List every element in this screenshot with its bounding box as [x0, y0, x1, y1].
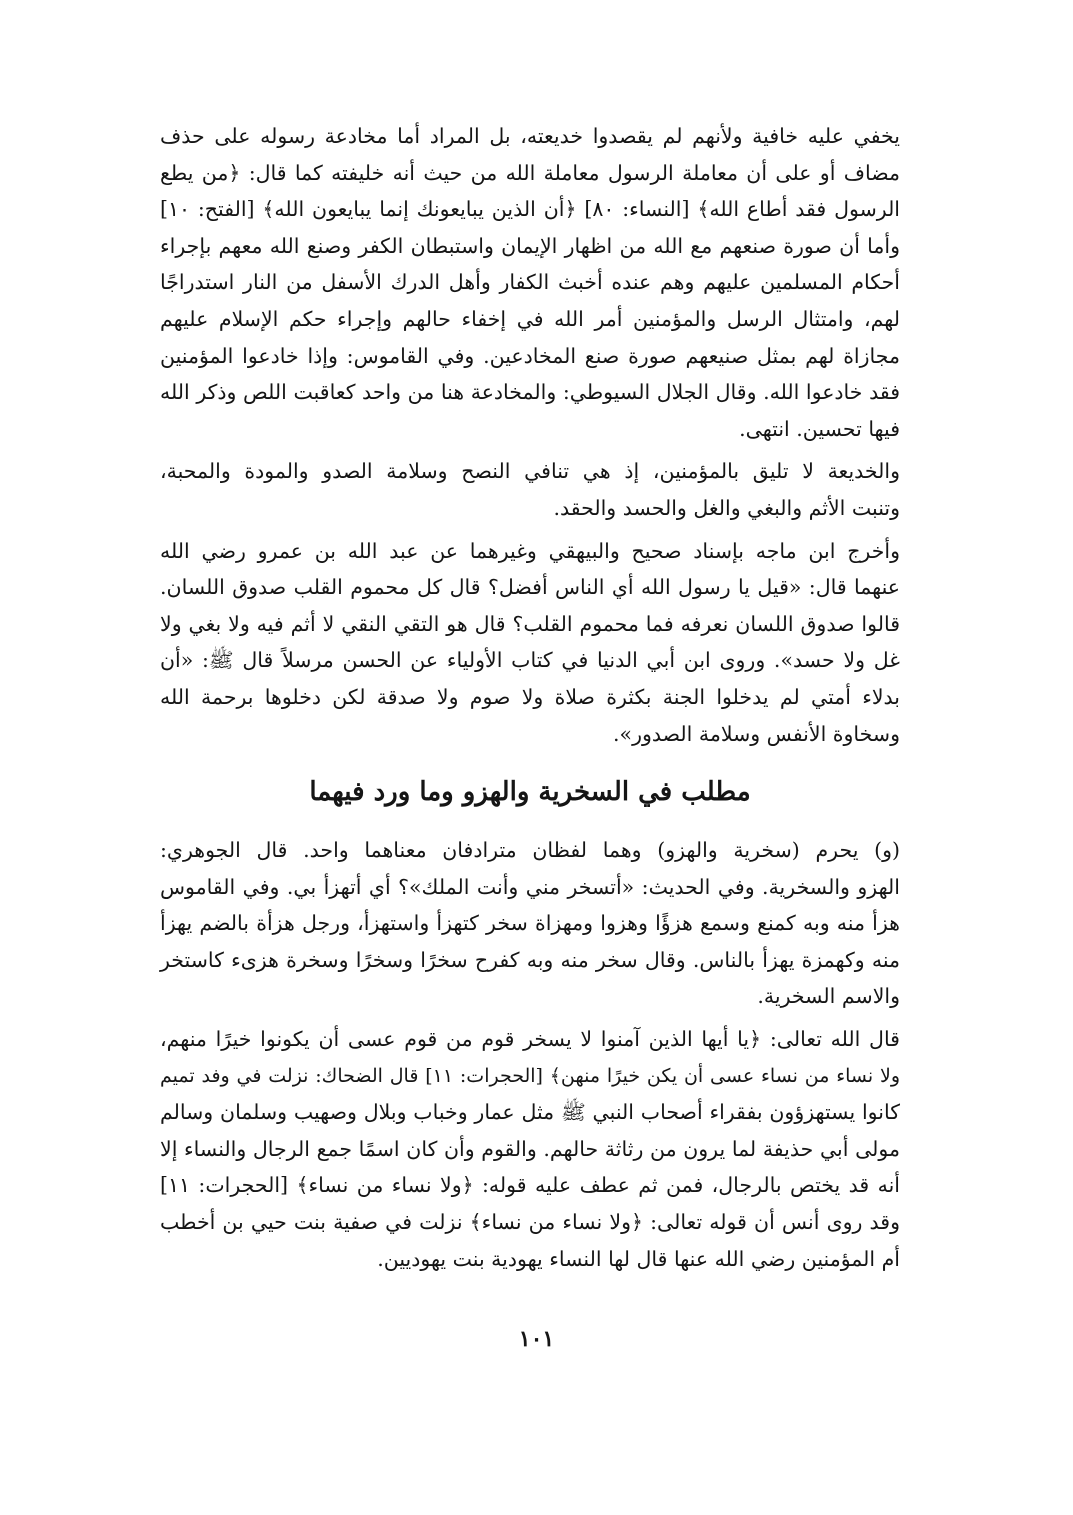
- text-line: قالوا صدوق اللسان نعرفه فما محموم القلب؟ قال هو التقي النقي لا أثم فيه ولا بغي ولا: [160, 611, 900, 636]
- text-line: لهم، وامتثال الرسل والمؤمنين أمر الله في إخفاء حالهم وإجراء حكم الإسلام عليهم: [160, 306, 900, 331]
- paragraph-1: [160, 118, 900, 447]
- text-line: وأما أن صورة صنعهم مع الله من اظهار الإيمان واستبطان الكفر وصنع الله معهم بإجراء: [160, 233, 900, 258]
- paragraph-5: [160, 1021, 900, 1277]
- text-line: هزأ منه وبه كمنع وسمع هزؤًا وهزوا ومهزاة سخر كتهزأ واستهزأ، ورجل هزأة بالضم يهزأ: [160, 911, 900, 936]
- text-line: مولى أبي حذيفة لما يرون من رثاثة حالهم. والقوم وأن كان اسمًا جمع الرجال والنساء إلا: [160, 1136, 900, 1161]
- paragraph-2: [160, 453, 900, 526]
- text-line: بدلاء أمتي لم يدخلوا الجنة بكثرة صلاة ولا صوم ولا صدقة لكن دخلوها برحمة الله: [160, 684, 900, 709]
- text-line: مجازاة لهم بمثل صنيعهم صورة صنع المخادعين. وفي القاموس: وإذا خادعوا المؤمنين: [160, 343, 900, 368]
- text-line: وسخاوة الأنفس وسلامة الصدور».: [613, 721, 900, 746]
- text-line: وقد روى أنس أن قوله تعالى: ﴿ولا نساء من نساء﴾ نزلت في صفية بنت حيي بن أخطب: [160, 1210, 900, 1235]
- text-line: فيها تحسين. انتهى.: [739, 416, 900, 441]
- text-line: (و) يحرم (سخرية والهزو) وهما لفظان مترادفان معناهما واحد. قال الجوهري:: [160, 838, 900, 863]
- text-line: وتنبت الأثم والبغي والغل والحسد والحقد.: [553, 495, 900, 520]
- page-number: ١٠١: [518, 1326, 555, 1352]
- text-line: كانوا يستهزؤون بفقراء أصحاب النبي ﷺ مثل عمار وخباب وبلال وصهيب وسلمان وسالم: [160, 1100, 900, 1125]
- text-line: الهزو والسخرية. وفي الحديث: «أتسخر مني وأنت الملك»؟ أي أتهزأ بي. وفي القاموس: [160, 874, 900, 899]
- text-line: منه وكهمزة يهزأ بالناس. وقال سخر منه وبه كفرح سخرًا وسخرًا وسخرة هزىء كاستخر: [160, 947, 900, 972]
- text-line: وأخرج ابن ماجه بإسناد صحيح والبيهقي وغيرهما عن عبد الله بن عمرو رضي الله: [160, 538, 900, 563]
- page-body: [160, 118, 900, 1283]
- text-line: الرسول فقد أطاع الله﴾ [النساء: ٨٠] ﴿أن الذين يبايعونك إنما يبايعون الله﴾ [الفتح: ١٠]: [160, 197, 901, 222]
- text-line: والخديعة لا تليق بالمؤمنين، إذ هي تنافي النصح وسلامة الصدو والمودة والمحبة،: [160, 459, 900, 484]
- text-line: قال الله تعالى: ﴿يا أيها الذين آمنوا لا يسخر قوم من قوم عسى أن يكونوا خيرًا منهم،: [160, 1027, 900, 1052]
- text-line: والاسم السخرية.: [757, 984, 900, 1009]
- text-line: فقد خادعوا الله. وقال الجلال السيوطي: والمخادعة هنا من واحد كعاقبت اللص وذكر الله: [160, 380, 900, 405]
- text-line: مضاف أو على أن معاملة الرسول معاملة الله من حيث أنه خليفته كما قال: ﴿من يطع: [160, 160, 900, 185]
- text-line: ولا نساء من نساء عسى أن يكن خيرًا منهن﴾ [الحجرات: ١١] قال الضحاك: نزلت في وفد تميم: [160, 1064, 900, 1087]
- text-line: أنه قد يختص بالرجال، فمن ثم عطف عليه قوله: ﴿ولا نساء من نساء﴾ [الحجرات: ١١]: [160, 1173, 900, 1198]
- text-line: عنهما قال: «قيل يا رسول الله أي الناس أفضل؟ قال كل محموم القلب صدوق اللسان.: [160, 575, 900, 600]
- text-line: غل ولا حسد». وروى ابن أبي الدنيا في كتاب الأولياء عن الحسن مرسلاً قال ﷺ: «أن: [160, 648, 900, 673]
- section-heading: مطلب في السخرية والهزو وما ورد فيهما: [309, 777, 751, 808]
- text-line: أم المؤمنين رضي الله عنها قال لها النساء يهودية بنت يهوديين.: [377, 1246, 900, 1271]
- paragraph-3: [160, 533, 900, 753]
- text-line: يخفي عليه خافية ولأنهم لم يقصدوا خديعته، بل المراد أما مخادعة رسوله على حذف: [160, 124, 900, 148]
- paragraph-4: [160, 832, 900, 1015]
- text-line: أحكام المسلمين عليهم وهم عنده أخبث الكفار وأهل الدرك الأسفل من النار استدراجًا: [160, 270, 900, 295]
